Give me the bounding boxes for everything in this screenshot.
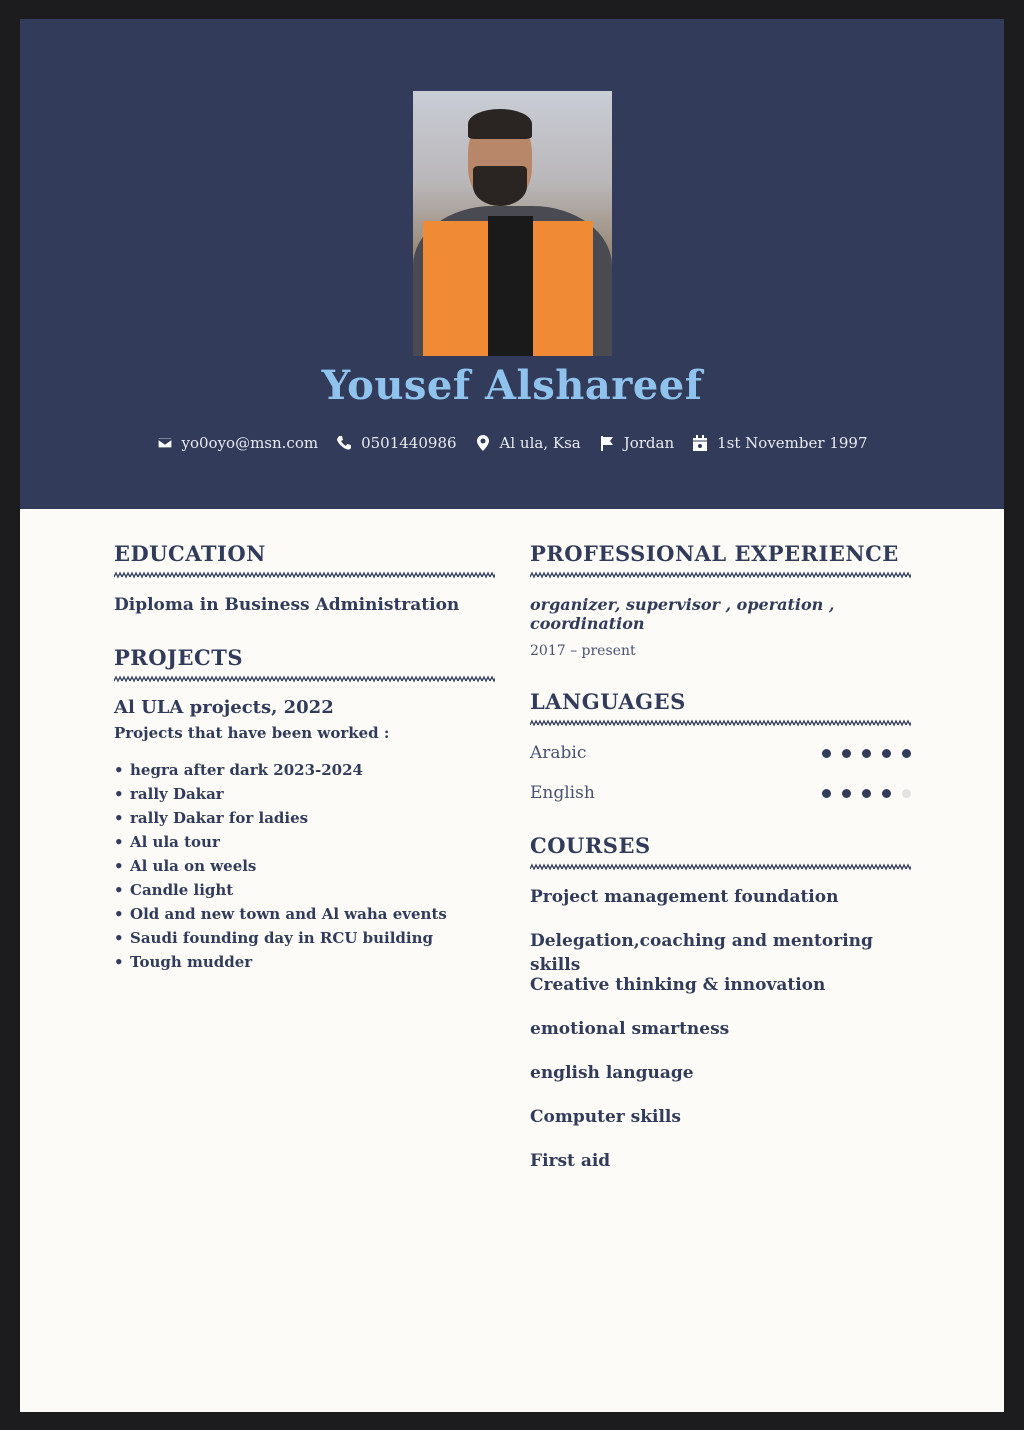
course-item: First aid	[530, 1151, 611, 1171]
language-rating	[822, 749, 911, 758]
rating-dot-filled	[862, 789, 871, 798]
wavy-divider	[114, 571, 495, 579]
profile-photo	[413, 91, 612, 356]
course-item: Computer skills	[530, 1107, 681, 1127]
course-item: Project management foundation	[530, 887, 839, 907]
wavy-divider	[530, 719, 911, 727]
rating-dot-filled	[822, 749, 831, 758]
right-column	[530, 541, 911, 1193]
resume-page	[20, 19, 1004, 1412]
rating-dot-filled	[822, 789, 831, 798]
list-item: • Candle light	[114, 878, 495, 902]
course-item: emotional smartness	[530, 1019, 730, 1039]
project-name: Al ULA projects, 2022	[114, 697, 334, 718]
contact-nationality	[599, 434, 674, 452]
language-list	[530, 733, 911, 813]
rating-dot-filled	[902, 749, 911, 758]
list-item: • rally Dakar	[114, 782, 495, 806]
projects-heading: PROJECTS	[114, 645, 243, 670]
email-text: yo0oyo@msn.com	[181, 434, 319, 452]
envelope-icon	[157, 435, 173, 451]
rating-dot-filled	[882, 789, 891, 798]
wavy-divider	[114, 675, 495, 683]
calendar-icon	[692, 435, 708, 451]
list-item: • Tough mudder	[114, 950, 495, 974]
phone-icon	[336, 435, 352, 451]
contact-info	[20, 434, 1004, 452]
list-item: • rally Dakar for ladies	[114, 806, 495, 830]
rating-dot-filled	[842, 749, 851, 758]
candidate-name: Yousef Alshareef	[321, 362, 703, 409]
experience-role: organizer, supervisor , operation , coordination	[530, 595, 835, 633]
wavy-divider	[530, 571, 911, 579]
rating-dot-filled	[882, 749, 891, 758]
list-item: • Al ula tour	[114, 830, 495, 854]
contact-phone[interactable]	[336, 434, 456, 452]
course-list	[530, 885, 911, 1193]
flag-icon	[599, 435, 615, 451]
resume-header	[20, 19, 1004, 509]
language-row	[530, 733, 911, 773]
map-pin-icon	[475, 435, 491, 451]
contact-email[interactable]	[157, 434, 319, 452]
list-item: • Old and new town and Al waha events	[114, 902, 495, 926]
language-name: English	[530, 783, 595, 803]
rating-dot-filled	[842, 789, 851, 798]
project-subtitle: Projects that have been worked :	[114, 724, 390, 742]
wavy-divider	[530, 863, 911, 871]
list-item: • hegra after dark 2023-2024	[114, 758, 495, 782]
birthdate-text: 1st November 1997	[717, 434, 868, 452]
experience-heading: PROFESSIONAL EXPERIENCE	[530, 541, 899, 566]
location-text: Al ula, Ksa	[499, 434, 581, 452]
course-item: english language	[530, 1063, 694, 1083]
experience-dates: 2017 – present	[530, 643, 636, 659]
education-heading: EDUCATION	[114, 541, 266, 566]
course-item: Delegation,coaching and mentoring skills	[530, 931, 873, 975]
list-item: • Al ula on weels	[114, 854, 495, 878]
rating-dot-empty	[902, 789, 911, 798]
language-row	[530, 773, 911, 813]
contact-birthdate	[692, 434, 867, 452]
left-column	[114, 541, 495, 974]
language-name: Arabic	[530, 743, 587, 763]
project-list	[114, 758, 495, 974]
rating-dot-filled	[862, 749, 871, 758]
phone-text: 0501440986	[361, 434, 457, 452]
list-item: • Saudi founding day in RCU building	[114, 926, 495, 950]
contact-location	[475, 434, 581, 452]
nationality-text: Jordan	[623, 434, 675, 452]
languages-heading: LANGUAGES	[530, 689, 686, 714]
course-item: Creative thinking & innovation	[530, 975, 826, 995]
courses-heading: COURSES	[530, 833, 651, 858]
education-degree: Diploma in Business Administration	[114, 595, 460, 615]
language-rating	[822, 789, 911, 798]
